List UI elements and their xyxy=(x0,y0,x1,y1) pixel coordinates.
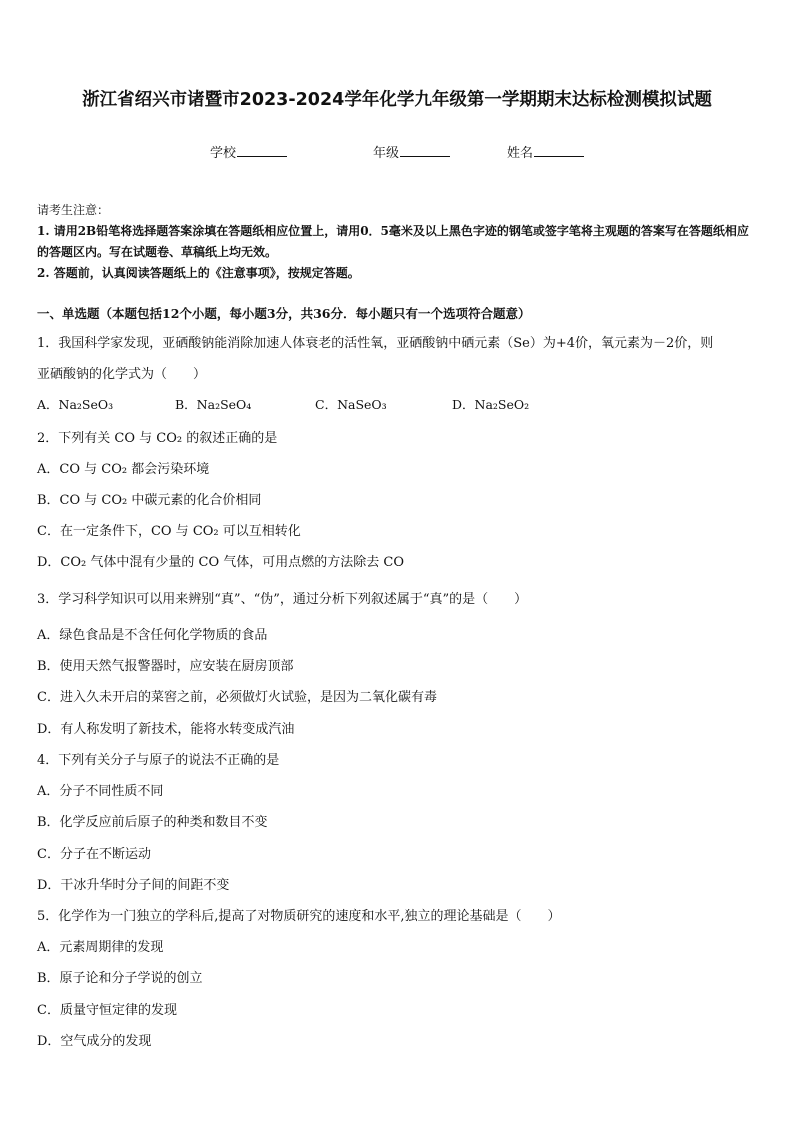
q2-option-c[interactable]: C．在一定条件下，CO 与 CO₂ 可以互相转化 xyxy=(37,524,301,539)
q1-options xyxy=(37,395,757,413)
school-label: 学校 xyxy=(210,146,237,161)
grade-label: 年级 xyxy=(373,146,400,161)
q4-option-c[interactable]: C．分子在不断运动 xyxy=(37,847,151,862)
q2-stem: 2．下列有关 CO 与 CO₂ 的叙述正确的是 xyxy=(37,431,278,446)
q2-option-d[interactable]: D．CO₂ 气体中混有少量的 CO 气体，可用点燃的方法除去 CO xyxy=(37,555,404,570)
notice-block xyxy=(37,200,759,284)
q2-option-a[interactable]: A．CO 与 CO₂ 都会污染环境 xyxy=(37,462,210,477)
q3-option-c[interactable]: C．进入久未开启的菜窖之前，必须做灯火试验，是因为二氧化碳有毒 xyxy=(37,690,437,705)
q5-stem: 5．化学作为一门独立的学科后,提高了对物质研究的速度和水平,独立的理论基础是（ ） xyxy=(37,909,561,924)
grade-blank[interactable] xyxy=(400,143,450,157)
q5-option-a[interactable]: A．元素周期律的发现 xyxy=(37,940,164,955)
q2-option-b[interactable]: B．CO 与 CO₂ 中碳元素的化合价相同 xyxy=(37,493,262,508)
school-field[interactable] xyxy=(210,142,287,161)
notice-item-1: 1. 请用2B铅笔将选择题答案涂填在答题纸相应位置上，请用0．5毫米及以上黑色字迹的钢笔或签字笔将主观题的答案写在答题纸相应的答题区内。写在试题卷、草稿纸上均无效。 xyxy=(37,224,749,259)
page-title: 浙江省绍兴市诸暨市2023-2024学年化学九年级第一学期期末达标检测模拟试题 xyxy=(82,90,712,110)
name-blank[interactable] xyxy=(534,143,584,157)
q1-option-d[interactable]: D．Na₂SeO₂ xyxy=(452,397,530,412)
q4-option-b[interactable]: B．化学反应前后原子的种类和数目不变 xyxy=(37,815,268,830)
q4-stem: 4．下列有关分子与原子的说法不正确的是 xyxy=(37,753,280,768)
q1-option-b[interactable]: B．Na₂SeO₄ xyxy=(175,397,252,412)
name-field[interactable] xyxy=(507,142,584,161)
q5-option-d[interactable]: D．空气成分的发现 xyxy=(37,1034,152,1049)
notice-item-2: 2. 答题前，认真阅读答题纸上的《注意事项》，按规定答题。 xyxy=(37,266,360,280)
name-label: 姓名 xyxy=(507,146,534,161)
section-heading: 一、单选题（本题包括12个小题，每小题3分，共36分．每小题只有一个选项符合题意） xyxy=(37,306,531,321)
notice-heading: 请考生注意： xyxy=(37,203,110,217)
q3-option-b[interactable]: B．使用天然气报警器时，应安装在厨房顶部 xyxy=(37,659,294,674)
grade-field[interactable] xyxy=(373,142,450,161)
q5-option-c[interactable]: C．质量守恒定律的发现 xyxy=(37,1003,177,1018)
q1-option-c[interactable]: C．NaSeO₃ xyxy=(315,397,387,412)
q1-stem-line-1: 1．我国科学家发现，亚硒酸钠能消除加速人体衰老的活性氧，亚硒酸钠中硒元素（Se）为+4价，氧元素为－2价，则 xyxy=(37,336,714,351)
q1-stem-line-2: 亚硒酸钠的化学式为（ ） xyxy=(37,367,207,382)
q1-option-a[interactable]: A．Na₂SeO₃ xyxy=(37,397,114,412)
q3-option-a[interactable]: A．绿色食品是不含任何化学物质的食品 xyxy=(37,628,268,643)
q3-stem: 3．学习科学知识可以用来辨别“真”、“伪”，通过分析下列叙述属于“真”的是（ ） xyxy=(37,592,528,607)
school-blank[interactable] xyxy=(237,143,287,157)
q4-option-d[interactable]: D．干冰升华时分子间的间距不变 xyxy=(37,878,230,893)
q3-option-d[interactable]: D．有人称发明了新技术，能将水转变成汽油 xyxy=(37,722,295,737)
q4-option-a[interactable]: A．分子不同性质不同 xyxy=(37,784,164,799)
q5-option-b[interactable]: B．原子论和分子学说的创立 xyxy=(37,971,203,986)
